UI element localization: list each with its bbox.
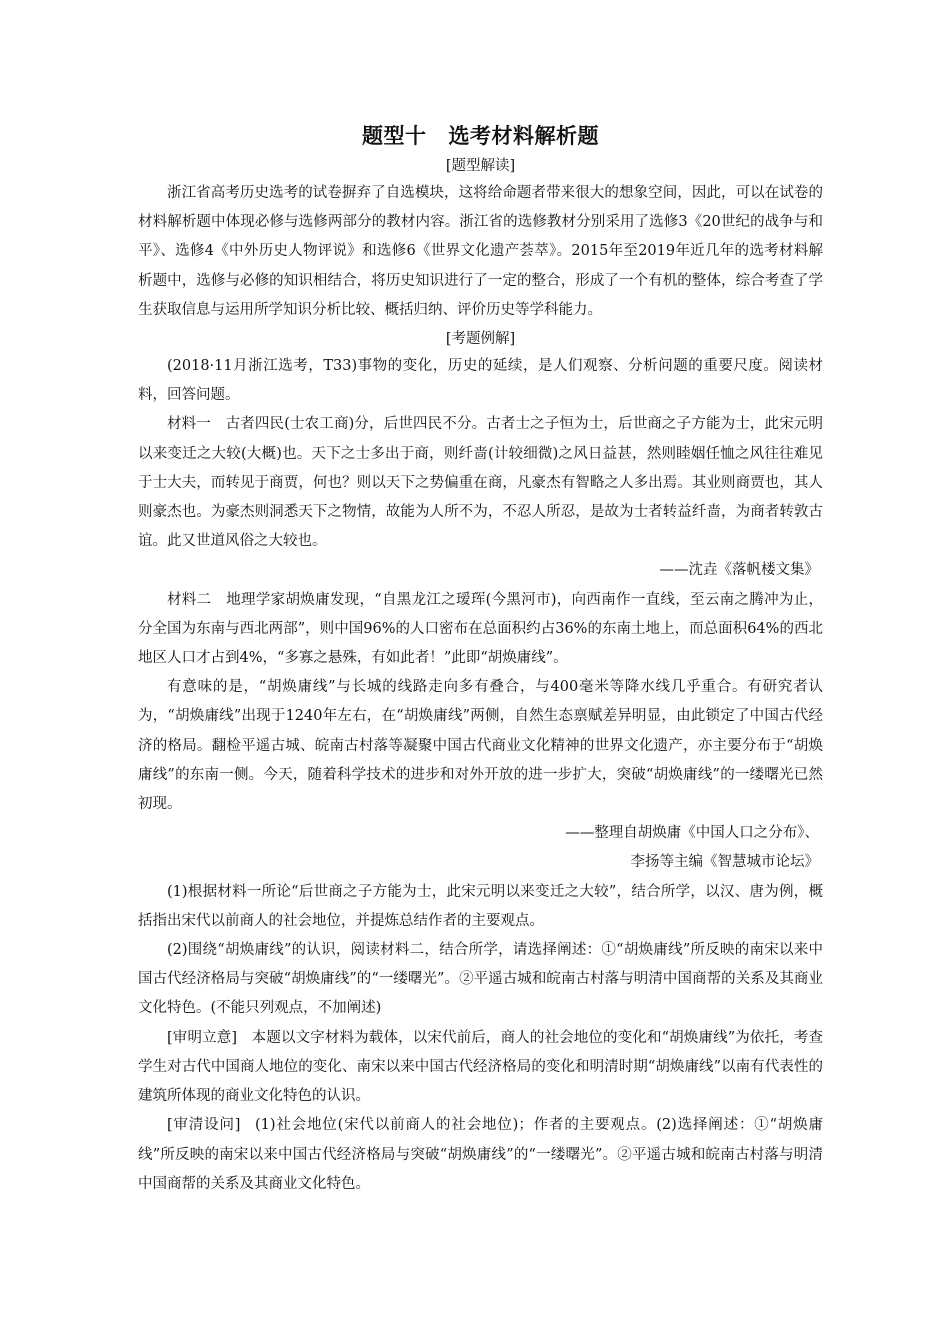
- material-2-source: [138, 819, 823, 877]
- question-review-text: (1)社会地位(宋代以前商人的社会地位)；作者的主要观点。(2)选择阐述：①“胡焕庸线”所反映的南宋以来中国古代经济格局与突破“胡焕庸线”的“一缕曙光”。②平遥古城和皖南古村落与明清中国商帮的关系及其商业文化特色。: [138, 1117, 823, 1192]
- section-heading-example: [考题例解]: [445, 331, 516, 348]
- question-review-paragraph: [138, 1111, 823, 1199]
- document-page: [138, 118, 823, 1199]
- question-1: (1)根据材料一所论“后世商之子方能为士，此宋元明以来变迁之大较”，结合所学，以汉、唐为例，概括指出宋代以前商人的社会地位，并提炼总结作者的主要观点。: [138, 883, 823, 929]
- page-title: [138, 118, 823, 154]
- material-2-continued: 有意味的是，“胡焕庸线”与长城的线路走向多有叠合，与400毫米等降水线几乎重合。有研究者认为，“胡焕庸线”出现于1240年左右，在“胡焕庸线”两侧，自然生态禀赋差异明显，由此锁定了中国古代经济的格局。翻检平遥古城、皖南古村落等凝聚中国古代商业文化精神的世界文化遗产，亦主要分布于“胡焕庸线”的东南一侧。今天，随着科学技术的进步和对外开放的进一步扩大，突破“胡焕庸线”的一缕曙光已然初现。: [138, 679, 823, 813]
- title-part-1: 题型十: [362, 124, 427, 148]
- material-2-source-line-1: ——整理自胡焕庸《中国人口之分布》、: [565, 825, 819, 842]
- material-1-source: ——沈垚《落帆楼文集》: [659, 562, 819, 579]
- intro-paragraph: 浙江省高考历史选考的试卷摒弃了自选模块，这将给命题者带来很大的想象空间，因此，可以在试卷的材料解析题中体现必修与选修两部分的教材内容。浙江省的选修教材分别采用了选修3《20世纪的战争与和平》、选修4《中外历史人物评说》和选修6《世界文化遗产荟萃》。2015年至2019年近几年的选考材料解析题中，选修与必修的知识相结合，将历史知识进行了一定的整合，形成了一个有机的整体，综合考查了学生获取信息与运用所学知识分析比较、概括归纳、评价历史等学科能力。: [138, 185, 824, 318]
- material-1-label: 材料一: [167, 416, 211, 433]
- material-1: [138, 410, 823, 556]
- question-intro: (2018·11月浙江选考，T33)事物的变化，历史的延续，是人们观察、分析问题的重要尺度。阅读材料，回答问题。: [138, 358, 823, 404]
- analysis-text: 本题以文字材料为载体，以宋代前后，商人的社会地位的变化和“胡焕庸线”为依托，考查学生对古代中国商人地位的变化、南宋以来中国古代经济格局的变化和明清时期“胡焕庸线”以南有代表性的建筑所体现的商业文化特色的认识。: [138, 1029, 823, 1105]
- title-part-2: 选考材料解析题: [448, 124, 599, 148]
- analysis-label: [审明立意]: [167, 1029, 238, 1046]
- material-2: [138, 586, 823, 674]
- material-2-text: 地理学家胡焕庸发现，“自黑龙江之瑷珲(今黑河市)，向西南作一直线，至云南之腾冲为止，分全国为东南与西北两部”，则中国96%的人口密布在总面积约占36%的东南土地上，而总面积64%的西北地区人口才占到4%，“多寡之悬殊，有如此者！”此即“胡焕庸线”。: [138, 591, 823, 667]
- question-review-label: [审清设问]: [167, 1117, 241, 1134]
- question-2: (2)围绕“胡焕庸线”的认识，阅读材料二，结合所学，请选择阐述：①“胡焕庸线”所反映的南宋以来中国古代经济格局与突破“胡焕庸线”的“一缕曙光”。②平遥古城和皖南古村落与明清中国商帮的关系及其商业文化特色。(不能只列观点，不加阐述): [138, 942, 823, 1017]
- material-1-text: 古者四民(士农工商)分，后世四民不分。古者士之子恒为士，后世商之子方能为士，此宋元明以来变迁之大较(大概)也。天下之士多出于商，则纤啬(计较细微)之风日益甚，然则睦姻任恤之风往往难见于士大夫，而转见于商贾，何也？则以天下之势偏重在商，凡豪杰有智略之人多出焉。其业则商贾也，其人则豪杰也。为豪杰则洞悉天下之物情，故能为人所不为，不忍人所忍，是故为士者转益纤啬，为商者转敦古谊。此又世道风俗之大较也。: [138, 416, 824, 550]
- section-heading-interpretation: [题型解读]: [445, 158, 516, 174]
- analysis-paragraph: [138, 1024, 823, 1112]
- material-2-source-line-2: 李扬等主编《智慧城市论坛》: [630, 854, 819, 871]
- material-2-label: 材料二: [167, 591, 212, 608]
